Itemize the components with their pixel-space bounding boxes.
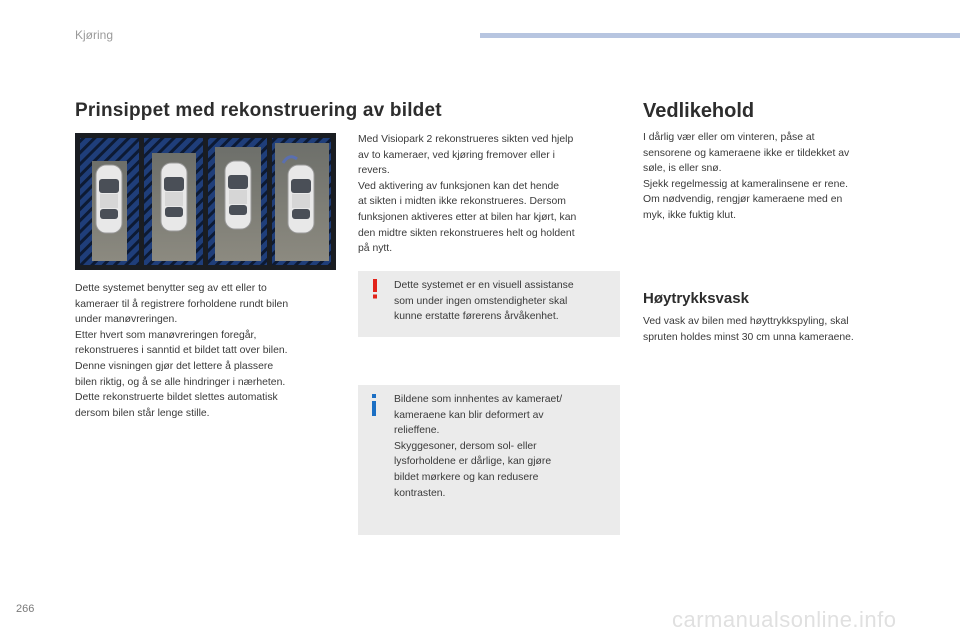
page-title: Prinsippet med rekonstruering av bildet [75,100,442,121]
page-number: 266 [16,603,35,615]
info-text: Bildene som innhentes av kameraet/ kameraene kan blir deformert av relieffene. Skyggesoner, dersom sol- eller lysforholdene er dårlige, kan gjøre bildet mørkere og kan redusere kontrasten. [394,394,563,499]
info-box [358,385,620,535]
info-icon [369,394,379,416]
exclamation-icon [370,279,380,299]
camera-view-graphic [75,133,336,270]
view-panel-4 [272,138,331,265]
camera-view-illustration [75,133,336,270]
washing-text: Ved vask av bilen med høyttrykkspyling, skal spruten holdes minst 30 cm unna kameraene. [643,316,854,343]
maintenance-text: I dårlig vær eller om vinteren, påse at sensorene og kameraene ikke er tildekket av søle, is eller snø. Sjekk regelmessig at kameralinsene er rene. Om nødvendig, rengjør kameraene med en myk, ikke fuktig klut. [643,132,850,221]
header-bar [480,33,960,38]
washing-title: Høytrykksvask [643,290,749,307]
visiopark-intro: Med Visiopark 2 rekonstrueres sikten ved hjelp av to kameraer, ved kjøring fremover eller i revers. Ved aktivering av funksjonen kan det hende at sikten i midten ikke rekonstrueres. Dersom funksjonen aktiveres etter at bilen har kjørt, kan den midtre sikten rekonstrueres helt og holdent på nytt. [358,134,577,255]
system-description: Dette systemet benytter seg av ett eller to kameraer til å registrere forholdene rundt bilen under manøvreringen. Etter hvert som manøvreringen foregår, rekonstrueres i sanntid et bildet tatt over bilen. Denne visningen gjør det lettere å plassere bilen riktig, og å se alle hindringer i nærheten. Dette rekonstruerte bildet slettes automatisk dersom bilen står lenge stille. [75,283,289,419]
header-section-title: Kjøring [75,28,114,42]
warning-text: Dette systemet er en visuell assistanse som under ingen omstendigheter skal kunne erstatte førerens årvåkenhet. [394,280,574,323]
warning-box [358,271,620,337]
view-panel-1 [80,138,139,265]
watermark: carmanualsonline.info [672,607,897,632]
view-panel-3 [208,138,267,265]
maintenance-title: Vedlikehold [643,100,755,122]
view-panel-2 [144,138,203,265]
